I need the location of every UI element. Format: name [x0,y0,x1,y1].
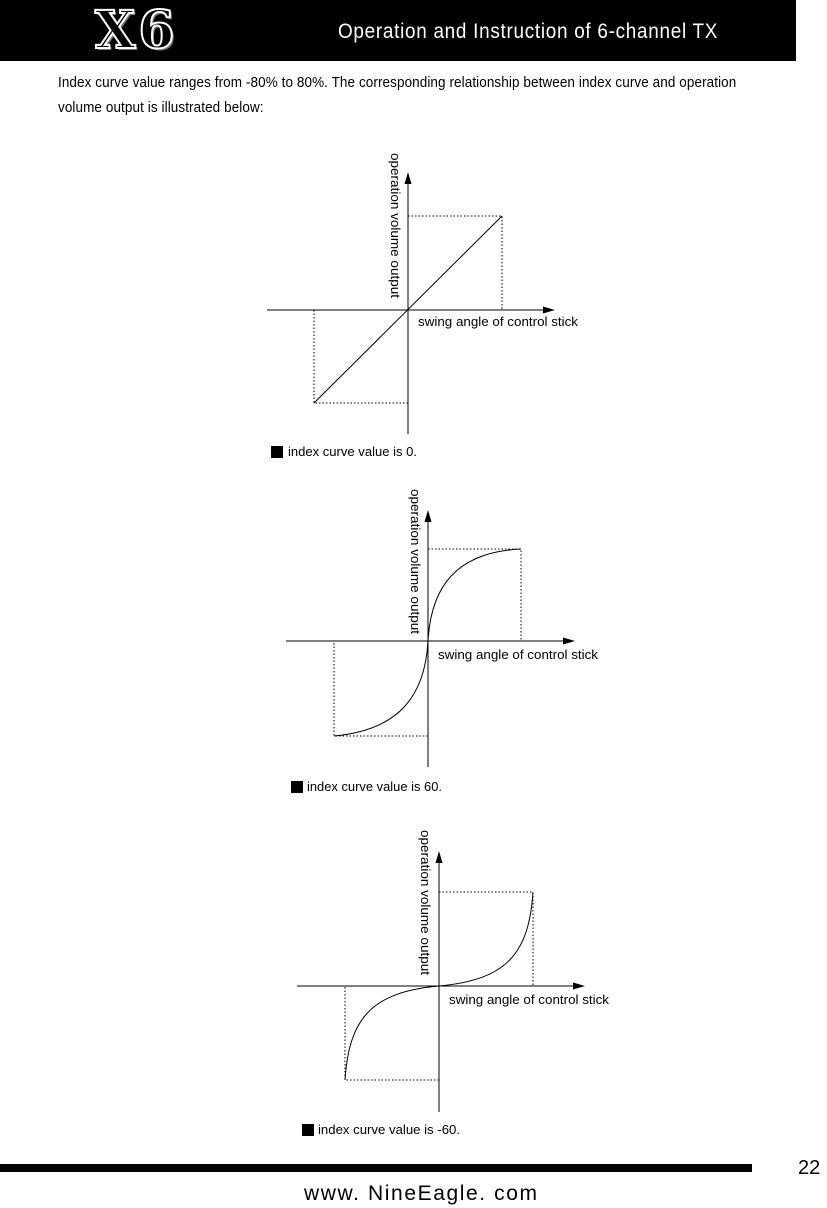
x-axis-label: swing angle of control stick [438,647,599,662]
lower-dotted-box [334,641,428,736]
upper-dotted-box [439,892,533,986]
x-axis-arrow [573,983,585,990]
intro-line-1: Index curve value ranges from -80% to 80%. The corresponding relationship between index curve and operation [58,75,737,91]
y-axis-label: operation volume output [408,489,423,629]
x-axis-label: swing angle of control stick [418,314,579,329]
diagram-index-60-svg [0,475,827,805]
footer-url: www. NineEagle. com [304,1182,539,1205]
x6-logo: X6 [95,0,178,61]
header-title: Operation and Instruction of 6-channel TX [338,20,719,43]
diagram-index-60 [0,475,827,805]
caption: index curve value is 0. [288,444,417,459]
intro-paragraph [58,71,793,121]
y-axis-label: operation volume output [388,153,403,293]
caption-square [302,1124,314,1136]
diagram-index-0 [0,140,827,470]
diagram-index-minus-60-svg [0,820,827,1150]
y-axis-arrow [425,510,432,522]
y-axis-arrow [436,851,443,863]
y-axis-arrow [405,172,412,184]
caption-square [291,781,303,793]
intro-line-2: volume output is illustrated below: [58,100,264,116]
diagram-index-minus-60 [0,820,827,1150]
lower-dotted-box [345,986,439,1080]
caption-square [271,446,283,458]
footer-bar [0,1164,752,1172]
caption: index curve value is -60. [318,1122,460,1137]
y-axis-label: operation volume output [418,830,433,970]
x-axis-arrow [543,307,555,314]
x-axis-label: swing angle of control stick [449,992,610,1007]
page-number: 22 [798,1157,821,1179]
upper-dotted-box [428,549,521,641]
x-axis-arrow [563,638,575,645]
diagram-index-0-svg [0,140,827,470]
caption: index curve value is 60. [307,779,442,794]
